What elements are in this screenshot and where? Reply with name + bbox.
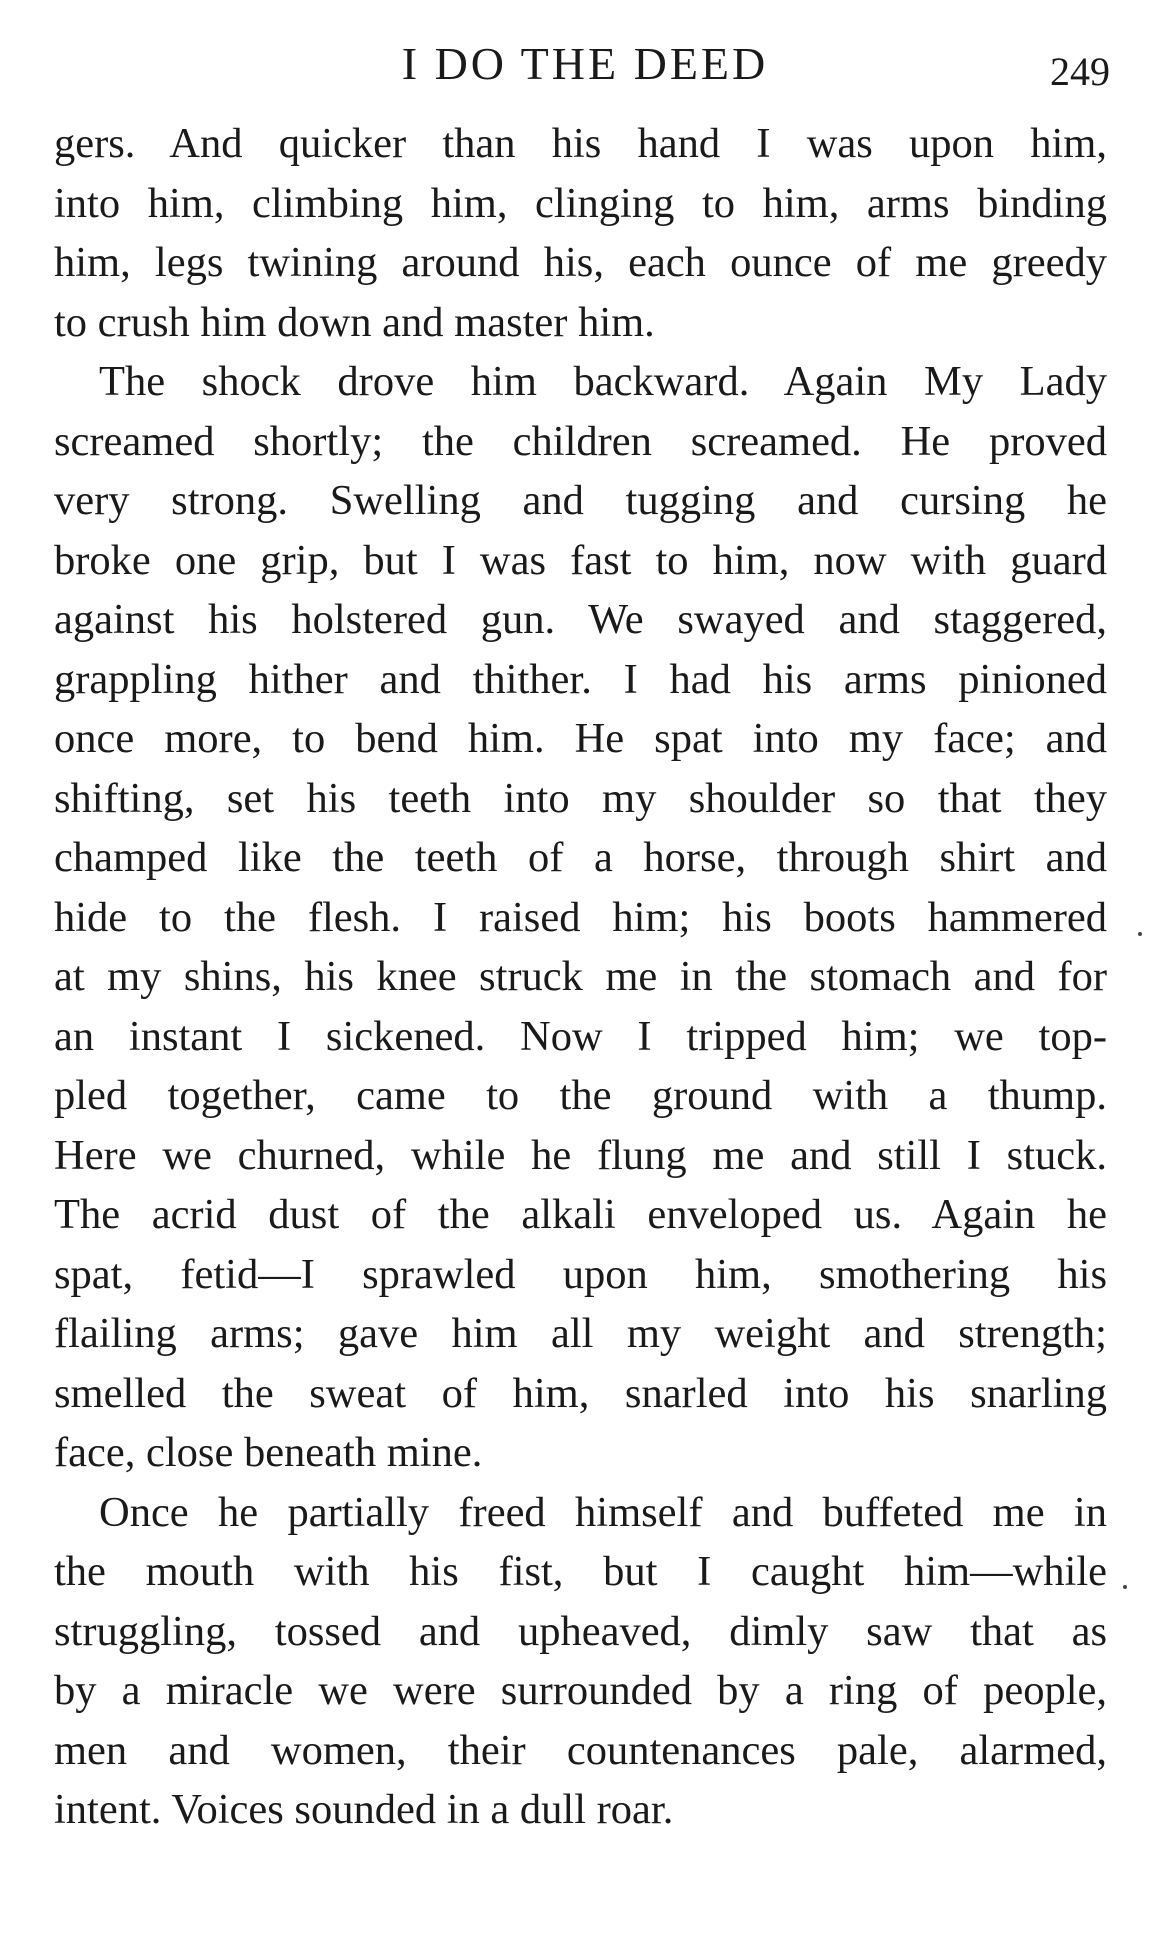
paragraph — [54, 352, 1107, 1483]
text-line: shifting, set his teeth into my shoulder so that they — [54, 774, 1107, 822]
text-line: gers. And quicker than his hand I was upon him, — [54, 120, 1107, 167]
text-line: hide to the flesh. I raised him; his boots hammered — [54, 893, 1107, 941]
text-line: by a miracle we were surrounded by a ring of people, — [54, 1667, 1107, 1714]
body-text — [54, 114, 1107, 1840]
text-line: The acrid dust of the alkali enveloped us. Again he — [54, 1191, 1107, 1238]
text-line: screamed shortly; the children screamed. He proved — [54, 417, 1107, 465]
margin-speck — [1123, 1585, 1127, 1589]
text-line: men and women, their countenances pale, alarmed, — [54, 1726, 1107, 1774]
text-line: against his holstered gun. We swayed and staggered, — [54, 596, 1107, 643]
text-line: champed like the teeth of a horse, through shirt and — [54, 834, 1107, 881]
page-number: 249 — [1050, 49, 1110, 94]
text-line: Here we churned, while he flung me and still I stuck. — [54, 1131, 1107, 1179]
text-line: the mouth with his fist, but I caught him—while — [54, 1548, 1107, 1595]
chapter-title: I DO THE DEED — [401, 38, 769, 89]
text-line: struggling, tossed and upheaved, dimly saw that as — [54, 1607, 1107, 1655]
paragraph — [54, 114, 1107, 352]
text-line: smelled the sweat of him, snarled into his snarling — [54, 1369, 1107, 1417]
text-line: grappling hither and thither. I had his arms pinioned — [54, 655, 1107, 703]
text-line: into him, climbing him, clinging to him, arms binding — [54, 179, 1107, 227]
text-line: pled together, came to the ground with a thump. — [54, 1072, 1107, 1119]
text-line: an instant I sickened. Now I tripped him; we top- — [54, 1012, 1107, 1060]
margin-speck — [1138, 932, 1142, 936]
text-line: spat, fetid—I sprawled upon him, smothering his — [54, 1250, 1107, 1298]
text-line: very strong. Swelling and tugging and cursing he — [54, 477, 1107, 524]
paragraph — [54, 1483, 1107, 1840]
text-line: him, legs twining around his, each ounce of me greedy — [54, 239, 1107, 286]
text-line: The shock drove him backward. Again My Lady — [99, 358, 1107, 405]
text-line: face, close beneath mine. — [54, 1429, 483, 1476]
text-line: to crush him down and master him. — [54, 298, 655, 346]
text-line: Once he partially freed himself and buffeted me in — [99, 1488, 1107, 1536]
text-line: flailing arms; gave him all my weight and strength; — [54, 1310, 1107, 1357]
text-line: at my shins, his knee struck me in the stomach and for — [54, 953, 1107, 1000]
text-line: intent. Voices sounded in a dull roar. — [54, 1786, 674, 1833]
running-head — [0, 34, 1170, 94]
text-line: broke one grip, but I was fast to him, now with guard — [54, 536, 1107, 584]
text-line: once more, to bend him. He spat into my face; and — [54, 715, 1107, 762]
